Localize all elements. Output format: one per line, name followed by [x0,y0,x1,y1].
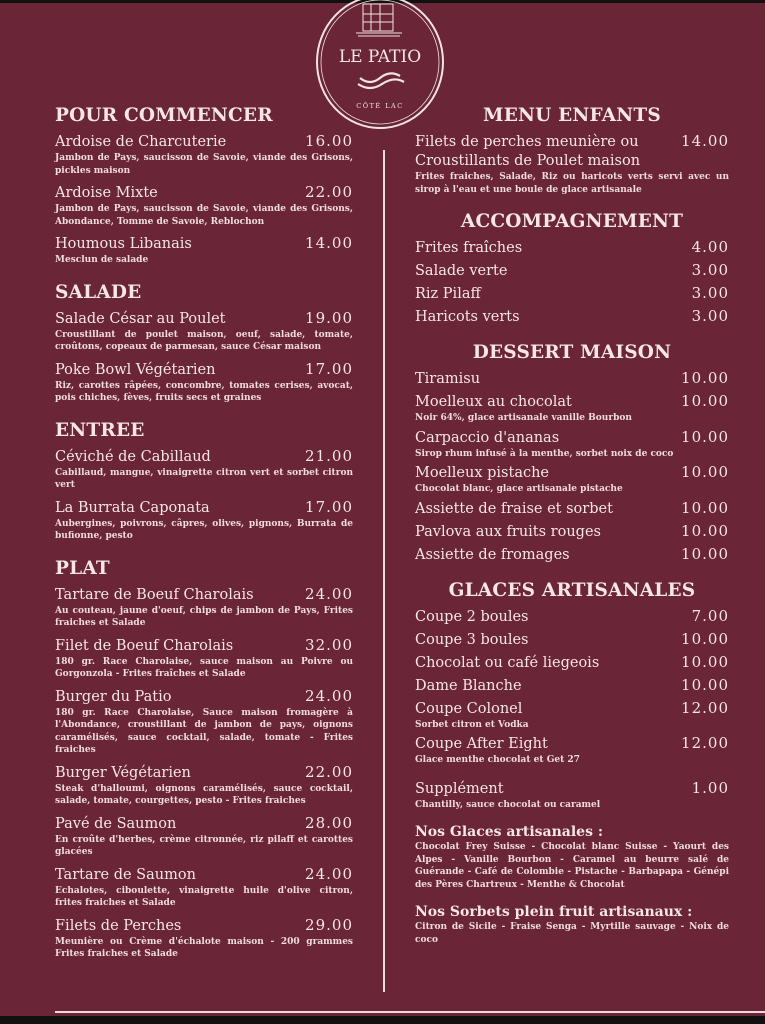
item-row [415,630,729,650]
menu-item [55,636,353,681]
item-price: 10.00 [681,427,729,446]
item-row [415,734,729,754]
item-name: Céviché de Cabillaud [55,448,211,465]
menu-item [55,132,353,177]
item-row [55,814,353,834]
menu-item [415,699,729,732]
note-title: Nos Sorbets plein fruit artisanaux : [415,904,693,920]
menu-item [55,865,353,910]
item-row [415,307,729,327]
item-row [415,463,729,483]
item-name: Coupe After Eight [415,736,548,752]
column-divider [383,150,385,992]
item-row [415,392,729,412]
item-price: 24.00 [305,584,353,603]
item-description: Chantilly, sauce chocolat ou caramel [415,799,601,810]
item-row [415,522,729,542]
item-price: 10.00 [681,629,729,648]
item-row [55,447,353,467]
item-row [55,636,353,656]
menu-item [415,238,729,258]
item-row [415,238,729,258]
item-description: Glace menthe chocolat et Get 27 [415,755,580,765]
menu-section [415,210,729,327]
menu-item [415,522,729,542]
menu-section [55,557,353,961]
item-price: 3.00 [691,261,729,279]
item-name: Pavé de Saumon [55,815,177,832]
menu-item [415,779,729,812]
item-name: Salade César au Poulet [55,310,226,327]
item-description: En croûte d'herbes, crème citronnée, riz pilaff et carottes glacées [55,834,353,857]
menu-item [415,499,729,519]
item-name: Frites fraîches [415,240,523,256]
menu-item [415,653,729,673]
item-price: 12.00 [681,734,729,752]
item-price: 17.00 [305,497,353,516]
menu-item [55,234,353,267]
note-block [415,903,729,946]
item-name: Carpaccio d'ananas [415,429,560,446]
item-description: 180 gr. Race Charolaise, sauce maison au Poivre ou Gorgonzola - Frites fraîches et Salade [55,656,353,679]
section-title: SALADE [55,281,142,303]
item-price: 10.00 [681,544,729,563]
menu-section [55,419,353,543]
item-price: 22.00 [305,183,353,201]
menu-item [55,687,353,757]
section-title: MENU ENFANTS [483,105,661,126]
item-description: Aubergines, poivrons, câpres, olives, pignons, Burrata de bufionne, pesto [55,518,353,541]
item-row [415,545,729,565]
item-name: Tiramisu [415,371,481,387]
item-name: Houmous Libanais [55,236,192,252]
item-row [55,763,353,783]
item-description: 180 gr. Race Charolaise, Sauce maison fromagère à l'Abondance, croustillant de jambon de pays, oignons caramélisés, sauce cocktail, salade, tomate - Frites fraiches [55,707,353,755]
item-name: Filets de perches meunière ou Croustillants de Poulet maison [415,134,641,169]
item-name: Ardoise de Charcuterie [55,134,227,150]
item-price: 10.00 [681,521,729,540]
item-row [55,687,353,707]
item-price: 3.00 [691,307,729,325]
item-price: 16.00 [305,132,353,150]
menu-item [415,607,729,627]
item-name: Pavlova aux fruits rouges [415,523,601,540]
menu-item [55,183,353,228]
item-row [55,360,353,380]
item-price: 19.00 [305,308,353,327]
bottom-border [0,1016,765,1024]
item-row [55,585,353,605]
item-price: 7.00 [691,606,729,625]
menu-item [55,814,353,859]
item-name: Assiette de fraise et sorbet [415,500,613,517]
menu-section [55,281,353,405]
item-name: Chocolat ou café liegeois [415,654,600,671]
item-description: Croustillant de poulet maison, oeuf, salade, tomate, croûtons, copeaux de parmesan, sauce César maison [55,329,353,352]
item-row [55,234,353,254]
menu-item [55,447,353,492]
item-name: Riz Pilaff [415,286,481,302]
item-description: Riz, carottes râpées, concombre, tomates cerises, avocat, pois chiches, fèves, fruits secs et graines [55,380,353,403]
menu-item [55,916,353,961]
item-row [415,369,729,389]
menu-item [415,284,729,304]
menu-section [415,579,729,812]
menu-item [415,428,729,461]
item-description: Noir 64%, glace artisanale vanille Bourbon [415,413,632,423]
item-description: Chocolat blanc, glace artisanale pistache [415,484,623,494]
item-name: Dame Blanche [415,677,522,694]
section-title: PLAT [55,557,110,579]
item-row [55,183,353,203]
item-description: Au couteau, jaune d'oeuf, chips de jambon de Pays, Frites fraiches et Salade [55,605,353,628]
menu-item [415,307,729,327]
item-row [415,699,729,719]
item-description: Cabillaud, mangue, vinaigrette citron vert et sorbet citron vert [55,467,353,490]
item-name: Filets de Perches [55,917,182,934]
item-name: Coupe 2 boules [415,608,529,625]
menu-item [415,630,729,650]
item-name: Poke Bowl Végétarien [55,361,216,378]
logo-name: LE PATIO [338,47,422,67]
item-name: Coupe 3 boules [415,631,529,648]
item-row [415,132,729,171]
item-price: 10.00 [681,369,729,387]
note-text: Chocolat Frey Suisse - Chocolat blanc Suisse - Yaourt des Alpes - Vanille Bourbon - Caramel au beurre salé de Guérande - Café de Colombie - Pistache - Barbapapa - Génépi des Pères Chartreux - Menthe & Chocolat [415,842,729,890]
item-price: 22.00 [305,762,353,781]
menu-section [415,104,729,196]
section-title: ACCOMPAGNEMENT [460,211,684,232]
menu-section [415,341,729,565]
menu-item [415,261,729,281]
item-name: Tartare de Boeuf Charolais [55,586,254,603]
item-price: 1.00 [691,778,729,797]
item-description: Sirop rhum infusé à la menthe, sorbet noix de coco [415,448,674,459]
item-description: Jambon de Pays, saucisson de Savoie, viande des Grisons, pickles maison [55,153,353,176]
item-description: Frites fraiches, Salade, Riz ou haricots verts servi avec un sirop à l'eau et une boule de glace artisanale [415,172,729,195]
item-row [55,132,353,152]
right-column [415,104,729,946]
item-name: Coupe Colonel [415,700,523,717]
item-price: 10.00 [681,675,729,694]
item-row [55,498,353,518]
item-row [415,779,729,799]
item-description: Echalotes, ciboulette, vinaigrette huile d'olive citron, frites fraiches et Salade [55,885,353,908]
item-name: Moelleux au chocolat [415,394,572,410]
item-price: 10.00 [681,392,729,410]
item-name: Supplément [415,780,504,797]
item-row [415,499,729,519]
building-icon [356,4,402,36]
logo-subtitle: CÔTÉ LAC [356,102,404,110]
menu-item [415,545,729,565]
item-price: 10.00 [681,498,729,517]
item-name: Moelleux pistache [415,465,550,481]
item-price: 3.00 [691,284,729,302]
item-price: 10.00 [681,463,729,481]
section-title: POUR COMMENCER [55,105,273,126]
bottom-divider [55,1011,765,1013]
item-price: 17.00 [305,359,353,378]
item-name: Haricots verts [415,309,520,325]
menu-item [55,585,353,630]
item-row [415,284,729,304]
menu-item [55,360,353,405]
menu-item [415,392,729,425]
item-row [415,428,729,448]
menu-item [55,309,353,354]
item-row [415,653,729,673]
item-name: Assiette de fromages [415,546,570,563]
item-price: 24.00 [305,686,353,705]
item-price: 12.00 [681,698,729,717]
item-name: Burger Végétarien [55,764,191,781]
note-block [415,823,729,891]
item-name: Burger du Patio [55,688,172,705]
note-text: Citron de Sicile - Fraise Senga - Myrtille sauvage - Noix de coco [415,922,729,945]
note-title: Nos Glaces artisanales : [415,824,604,840]
menu-item [415,463,729,496]
section-title: ENTREE [55,419,145,441]
item-name: Salade verte [415,263,508,279]
item-price: 24.00 [305,864,353,883]
item-price: 21.00 [305,446,353,465]
item-price: 28.00 [305,813,353,832]
item-row [55,309,353,329]
item-description: Sorbet citron et Vodka [415,719,529,730]
item-row [415,607,729,627]
item-row [55,916,353,936]
item-name: Tartare de Saumon [55,866,196,883]
item-description: Mesclun de salade [55,255,149,265]
menu-item [415,676,729,696]
waves-icon [358,73,404,88]
item-price: 29.00 [305,915,353,934]
item-price: 4.00 [691,238,729,256]
section-title: GLACES ARTISANALES [448,579,696,601]
section-title: DESSERT MAISON [472,342,672,363]
item-row [415,261,729,281]
item-name: Ardoise Mixte [55,185,158,201]
item-description: Jambon de Pays, saucisson de Savoie, viande des Grisons, Abondance, Tomme de Savoie, Reblochon [55,204,353,227]
item-name: La Burrata Caponata [55,499,210,516]
item-price: 32.00 [305,635,353,654]
menu-item [415,132,729,196]
item-price: 10.00 [681,652,729,671]
menu-section [55,104,353,267]
item-row [415,676,729,696]
menu-item [415,369,729,389]
menu-item [55,498,353,543]
menu-item [55,763,353,808]
item-row [55,865,353,885]
item-description: Meunière ou Crème d'échalote maison - 200 grammes Frites fraiches et Salade [55,936,353,959]
item-name: Filet de Boeuf Charolais [55,637,234,654]
item-price: 14.00 [305,234,353,252]
menu-item [415,734,729,767]
left-column [55,104,353,967]
item-description: Steak d'halloumi, oignons caramélisés, sauce cocktail, salade, tomate, courgettes, pesto - Frites fraiches [55,783,353,806]
item-price: 14.00 [681,132,729,150]
